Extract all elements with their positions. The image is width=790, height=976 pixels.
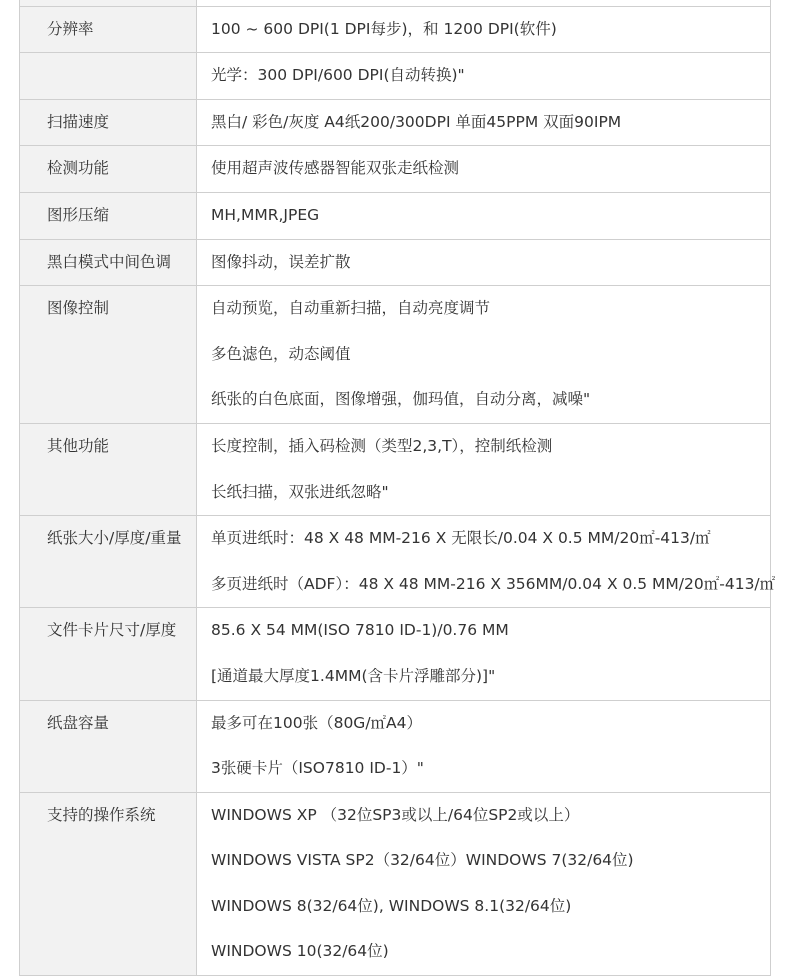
spec-values bbox=[197, 146, 770, 192]
spec-table bbox=[19, 0, 776, 976]
spec-value-line: 自动预览，自动重新扫描，自动亮度调节 bbox=[211, 299, 491, 318]
spec-values bbox=[197, 53, 770, 99]
spec-values bbox=[197, 0, 770, 6]
spec-value-line: 长度控制，插入码检测（类型2,3,T），控制纸检测 bbox=[211, 436, 553, 455]
spec-values bbox=[197, 793, 770, 975]
spec-row bbox=[20, 608, 770, 700]
spec-value-line: [通道最大厚度1.4MM(含卡片浮雕部分)]" bbox=[211, 666, 496, 685]
spec-values bbox=[197, 608, 770, 699]
spec-row bbox=[20, 100, 770, 147]
spec-value-line: 100 ~ 600 DPI(1 DPI每步)，和 1200 DPI(软件) bbox=[211, 19, 557, 38]
spec-values bbox=[197, 701, 770, 792]
spec-label: 其他功能 bbox=[20, 424, 197, 515]
spec-row bbox=[20, 240, 770, 287]
spec-values bbox=[197, 100, 770, 146]
spec-values bbox=[197, 424, 770, 515]
spec-row bbox=[20, 193, 770, 240]
spec-label: 黑白模式中间色调 bbox=[20, 240, 197, 286]
spec-row bbox=[20, 516, 776, 608]
spec-value-line: MH,MMR,JPEG bbox=[211, 205, 320, 224]
spec-value-line: 85.6 X 54 MM(ISO 7810 ID-1)/0.76 MM bbox=[211, 621, 509, 640]
spec-row bbox=[20, 146, 770, 193]
spec-value-line: 多色滤色，动态阈值 bbox=[211, 344, 351, 363]
spec-row bbox=[20, 0, 770, 7]
spec-value-line: WINDOWS XP （32位SP3或以上/64位SP2或以上） bbox=[211, 805, 580, 824]
spec-value-line: 黑白/ 彩色/灰度 A4纸200/300DPI 单面45PPM 双面90IPM bbox=[211, 112, 622, 131]
spec-label: 图像控制 bbox=[20, 286, 197, 423]
spec-label: 纸张大小/厚度/重量 bbox=[20, 516, 197, 607]
spec-values bbox=[197, 516, 775, 607]
spec-row bbox=[20, 701, 770, 793]
spec-values bbox=[197, 193, 770, 239]
spec-value-line: 光学：300 DPI/600 DPI(自动转换)" bbox=[211, 66, 465, 85]
spec-row bbox=[20, 53, 770, 100]
spec-values bbox=[197, 7, 770, 53]
spec-label bbox=[20, 53, 197, 99]
spec-values bbox=[197, 240, 770, 286]
spec-value-line: 长纸扫描，双张进纸忽略" bbox=[211, 482, 389, 501]
spec-value-line bbox=[211, 0, 770, 6]
spec-row bbox=[20, 286, 770, 424]
spec-label: 扫描速度 bbox=[20, 100, 197, 146]
spec-label: 支持的操作系统 bbox=[20, 793, 197, 975]
spec-values bbox=[197, 286, 770, 423]
spec-value-line: 单页进纸时：48 X 48 MM-216 X 无限长/0.04 X 0.5 MM/20㎡-413/㎡ bbox=[211, 529, 711, 548]
spec-label bbox=[20, 0, 197, 6]
spec-row bbox=[20, 7, 770, 54]
spec-row bbox=[20, 424, 770, 516]
spec-value-line: 图像抖动，误差扩散 bbox=[211, 252, 351, 271]
spec-label: 检测功能 bbox=[20, 146, 197, 192]
spec-label: 文件卡片尺寸/厚度 bbox=[20, 608, 197, 699]
spec-label: 分辨率 bbox=[20, 7, 197, 53]
spec-value-line: 多页进纸时（ADF）：48 X 48 MM-216 X 356MM/0.04 X 0.5 MM/20㎡-413/㎡ bbox=[211, 574, 776, 593]
spec-value-line: WINDOWS VISTA SP2（32/64位）WINDOWS 7(32/64位) bbox=[211, 851, 634, 870]
spec-value-line: 最多可在100张（80G/㎡A4） bbox=[211, 713, 423, 732]
spec-value-line: 纸张的白色底面，图像增强，伽玛值，自动分离，减噪" bbox=[211, 390, 591, 409]
spec-value-line: WINDOWS 8(32/64位), WINDOWS 8.1(32/64位) bbox=[211, 896, 572, 915]
spec-value-line: WINDOWS 10(32/64位) bbox=[211, 942, 389, 961]
spec-value-line: 3张硬卡片（ISO7810 ID-1）" bbox=[211, 759, 424, 778]
spec-row bbox=[20, 793, 770, 976]
spec-value-line: 使用超声波传感器智能双张走纸检测 bbox=[211, 159, 460, 178]
spec-label: 纸盘容量 bbox=[20, 701, 197, 792]
spec-label: 图形压缩 bbox=[20, 193, 197, 239]
